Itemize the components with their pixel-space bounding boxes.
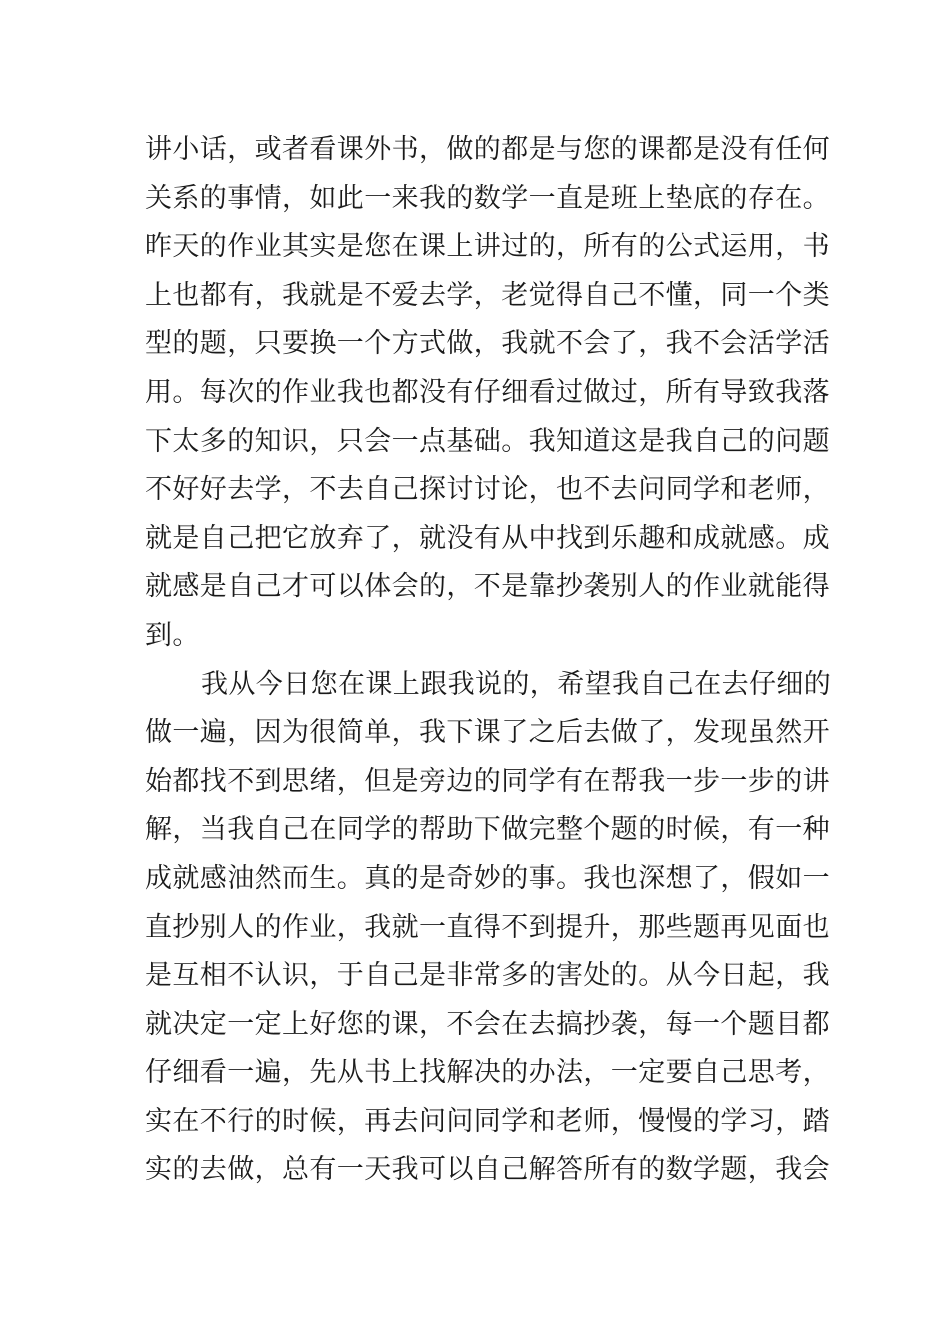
text-line: 成就感油然而生。真的是奇妙的事。我也深想了，假如一	[145, 862, 830, 894]
text-line: 讲小话，或者看课外书，做的都是与您的课都是没有任何	[145, 134, 830, 165]
text-line: 用。每次的作业我也都没有仔细看过做过，所有导致我落	[145, 376, 830, 408]
document-body	[145, 126, 832, 1195]
paragraph-1	[145, 126, 830, 661]
text-line: 型的题，只要换一个方式做，我就不会了，我不会活学活	[145, 328, 830, 360]
text-line: 下太多的知识，只会一点基础。我知道这是我自己的问题	[145, 425, 830, 457]
text-line: 解，当我自己在同学的帮助下做完整个题的时候，有一种	[145, 814, 830, 846]
text-line: 就是自己把它放弃了，就没有从中找到乐趣和成就感。成	[145, 522, 830, 554]
text-line: 仔细看一遍，先从书上找解决的办法，一定要自己思考，	[145, 1057, 830, 1089]
text-line-indented: 我从今日您在课上跟我说的，希望我自己在去仔细的	[201, 668, 832, 700]
text-line: 实在不行的时候，再去问问同学和老师，慢慢的学习，踏	[145, 1105, 830, 1137]
text-line: 上也都有，我就是不爱去学，老觉得自己不懂，同一个类	[145, 279, 830, 311]
text-line: 做一遍，因为很简单，我下课了之后去做了，发现虽然开	[145, 717, 830, 749]
text-line: 直抄别人的作业，我就一直得不到提升，那些题再见面也	[145, 911, 830, 943]
text-line: 是互相不认识，于自己是非常多的害处的。从今日起，我	[145, 960, 830, 992]
text-line: 就感是自己才可以体会的，不是靠抄袭别人的作业就能得	[145, 571, 830, 603]
text-line: 到。	[145, 619, 200, 651]
paragraph-2	[145, 661, 832, 1196]
text-line: 始都找不到思绪，但是旁边的同学有在帮我一步一步的讲	[145, 765, 830, 797]
text-line: 实的去做，总有一天我可以自己解答所有的数学题，我会	[145, 1154, 830, 1186]
text-line: 不好好去学，不去自己探讨讨论，也不去问同学和老师，	[145, 474, 830, 506]
text-line: 关系的事情，如此一来我的数学一直是班上垫底的存在。	[145, 182, 830, 214]
text-line: 昨天的作业其实是您在课上讲过的，所有的公式运用，书	[145, 231, 830, 263]
text-line: 就决定一定上好您的课，不会在去搞抄袭，每一个题目都	[145, 1008, 830, 1040]
